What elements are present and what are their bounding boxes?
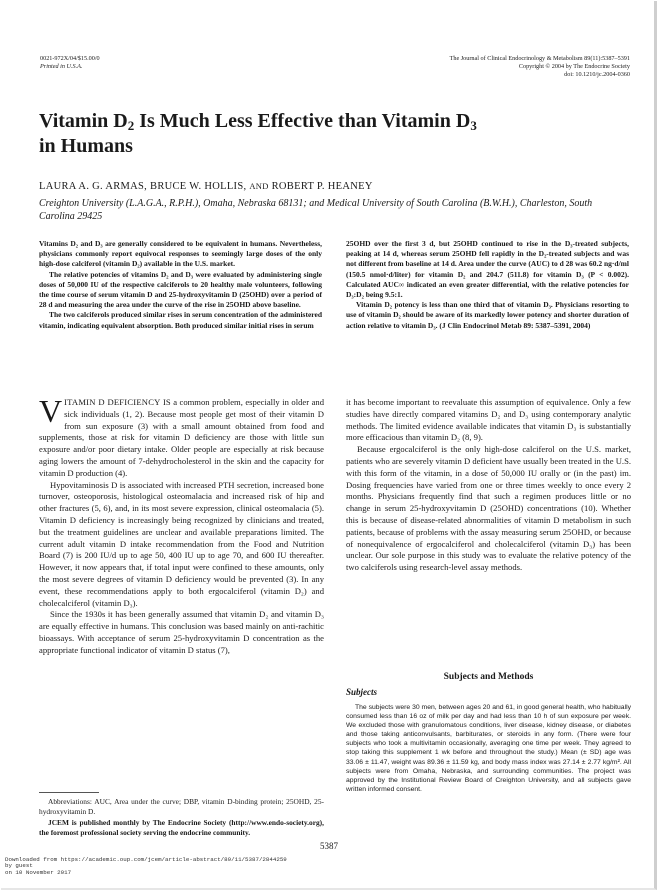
- download-line: on 10 November 2017: [5, 868, 72, 876]
- section-heading: Subjects and Methods: [443, 672, 534, 682]
- body-paragraph: Since the 1930s it has been generally assumed that vitamin D₂ and vitamin D₃ are equally effective in humans. This conclusion was based mainly on anti-rachitic bioassays. With acceptance of serum 25-hydroxyvitamin D concentration as the appropriate functional indicator of vitamin D status (7),: [39, 609, 324, 655]
- drop-cap: V: [39, 393, 63, 429]
- abstract-paragraph: Vitamins D₂ and D₃ are generally considered to be equivalent in humans. Nevertheless, physicians commonly report equivocal responses to seemingly large doses of the only high-dose calciferol (vitamin D₂) available in the U.S. market.: [39, 239, 322, 269]
- intro-paragraph: [39, 393, 324, 480]
- page-number: 5387: [320, 841, 338, 851]
- affiliation: Creighton University (L.A.G.A., R.P.H.), Omaha, Nebraska 68131; and Medical University of South Carolina (B.W.H.), Charleston, South Carolina 29425: [39, 198, 593, 222]
- author-and: AND: [249, 181, 269, 191]
- intro-text: IS a common problem, especially in older and sick individuals (1, 2). Because most people get most of their vitamin D from sun exposure (3) with a small amount obtained from food and supplements, those at risk for vitamin D deficiency are those with little sun exposure and/or poor dietary intake. Older people are especially at risk because aging lowers the amount of 7-dehydrocholesterol in the skin and the capacity for vitamin D production (4).: [39, 397, 324, 478]
- issn-line: 0021-972X/04/$15.00/0: [40, 55, 100, 62]
- methods-text: [346, 703, 631, 794]
- body-left-column: [39, 393, 324, 657]
- body-right-column: [346, 397, 631, 574]
- footnote-divider: [39, 792, 99, 793]
- abstract-left-column: [39, 239, 322, 331]
- subsection-heading: Subjects: [346, 687, 378, 697]
- abstract-paragraph: 25OHD over the first 3 d, but 25OHD continued to rise in the D₃-treated subjects, peaking at 14 d, whereas serum 25OHD fell rapidly in the D₂-treated subjects and was not different from baseline at 14 d. Area under the curve (AUC) to d 28 was 60.2 ng·d/ml (150.5 nmol·d/liter) for vitamin D₂ and 204.7 (511.8) for vitamin D₃ (P < 0.002). Calculated AUC∞ indicated an even greater differential, with the relative potencies for D₃:D₂ being 9.5:1.: [346, 239, 629, 300]
- copyright-line: Copyright © 2004 by The Endocrine Society: [518, 63, 630, 70]
- header-right: [310, 55, 630, 79]
- body-paragraph: it has become important to reevaluate this assumption of equivalence. Only a few studies have directly compared vitamins D₂ and D₃ using contemporary analytic methods. The limited evidence available indicates that vitamin D₃ is substantially more efficacious than vitamin D₂ (8, 9).: [346, 397, 631, 443]
- body-paragraph: Hypovitaminosis D is associated with increased PTH secretion, increased bone turnover, osteoporosis, histological osteomalacia and increased risk of hip and other fractures (5, 6), and, in its most severe expression, clinical osteomalacia (5). Vitamin D deficiency is increasingly being recognized by clinicians and treated, but the treatment guidelines are unclear and available preparations limited. The current adult vitamin D intake recommendation from the Food and Nutrition Board (7) is 200 IU/d up to age 50, 400 IU up to age 70, and 600 IU thereafter. However, it now appears that, if total input were confined to these amounts, only the most severe degrees of vitamin D deficiency would be prevented (3). In any event, these recommendations apply to both ergocalciferol (vitamin D₂) and cholecalciferol (vitamin D₃).: [39, 479, 324, 608]
- abbreviations-footnote: Abbreviations: AUC, Area under the curve; DBP, vitamin D-binding protein; 25OHD, 25-hydroxyvitamin D.: [39, 797, 324, 816]
- printed-in-line: Printed in U.S.A.: [40, 63, 83, 70]
- abstract-paragraph: The two calciferols produced similar rises in serum concentration of the administered vitamin, indicating equivalent absorption. Both produced similar initial rises in serum: [39, 310, 322, 330]
- title-part-1: Vitamin D: [39, 110, 128, 132]
- download-line: Downloaded from https://academic.oup.com/jcem/article-abstract/89/11/5387/2844259: [5, 856, 287, 863]
- title-subscript-1: 2: [127, 118, 135, 133]
- author-list: [39, 179, 599, 194]
- journal-page: [1, 1, 657, 890]
- footnotes: [39, 797, 324, 839]
- jcem-footnote: JCEM is published monthly by The Endocrine Society (http://www.endo-society.org), the foremost professional society serving the endocrine community.: [39, 818, 324, 837]
- author-names-b: ROBERT P. HEANEY: [271, 181, 373, 192]
- title-subscript-2: 3: [470, 118, 477, 133]
- methods-paragraph: The subjects were 30 men, between ages 20 and 61, in good general health, who habitually consumed less than 16 oz of milk per day and had less than 10 h of sun exposure per week. We excluded those with granulomatous conditions, liver disease, kidney disease, or diabetes and those taking anticonvulsants, barbiturates, or steroids in any form. (There were four subjects who took a multivitamin occasionally, averaging one time per week. They agreed to stop taking this supplement 1 wk before and throughout the study.) Mean (± SD) age was 33.06 ± 11.47, weight was 89.36 ± 11.59 kg, and body mass index was 27.14 ± 2.77 kg/m². All subjects were from Omaha, Nebraska, and surrounding communities. The project was approved by the Institutional Review Board of Creighton University, and all subjects gave written informed consent.: [346, 704, 631, 793]
- title-part-3: in Humans: [39, 135, 133, 157]
- journal-citation: The Journal of Clinical Endocrinology & Metabolism 89(11):5387–5391: [449, 55, 630, 62]
- abstract-paragraph: The relative potencies of vitamins D₂ and D₃ were evaluated by administering single doses of 50,000 IU of the respective calciferols to 20 healthy male volunteers, following the time course of serum vitamin D and 25-hydroxyvitamin D (25OHD) over a period of 28 d and measuring the area under the curve of the rise in 25OHD above baseline.: [39, 269, 322, 310]
- abstract-paragraph: Vitamin D₂ potency is less than one third that of vitamin D₃. Physicians resorting to use of vitamin D₂ should be aware of its markedly lower potency and shorter duration of action relative to vitamin D₃. (J Clin Endocrinol Metab 89: 5387–5391, 2004): [346, 300, 629, 330]
- intro-lead: ITAMIN D DEFICIENCY: [64, 397, 161, 407]
- article-title: [39, 109, 599, 159]
- doi-line: doi: 10.1210/jc.2004-0360: [564, 71, 630, 78]
- title-part-2: Is Much Less Effective than Vitamin D: [134, 110, 471, 132]
- body-paragraph: Because ergocalciferol is the only high-dose calciferol on the U.S. market, patients who are severely vitamin D deficient have usually been treated in the U.S. with this form of the vitamin, in a dose of 50,000 IU orally or (in the past) im. Dosing frequencies have varied from one or three times weekly to once every 2 months. Physicians frequently find that such a regimen produces little or no change in serum 25-hydroxyvitamin D (25OHD) concentrations (10). Whether this is because of disease-related abnormalities of vitamin D metabolism in such patients, because of problems with the assay measuring serum 25OHD, or because of nonequivalence of ergocalciferol and cholecalciferol (vitamin D₃) has been unclear. Our sole purpose in this study was to evaluate the relative potency of the two calciferols using research-level assay methods.: [346, 444, 631, 573]
- download-stamp: [5, 857, 405, 876]
- header-left: [40, 55, 240, 71]
- abstract-right-column: [346, 239, 629, 331]
- download-line: by guest: [5, 862, 33, 870]
- author-names-a: LAURA A. G. ARMAS, BRUCE W. HOLLIS,: [39, 181, 247, 192]
